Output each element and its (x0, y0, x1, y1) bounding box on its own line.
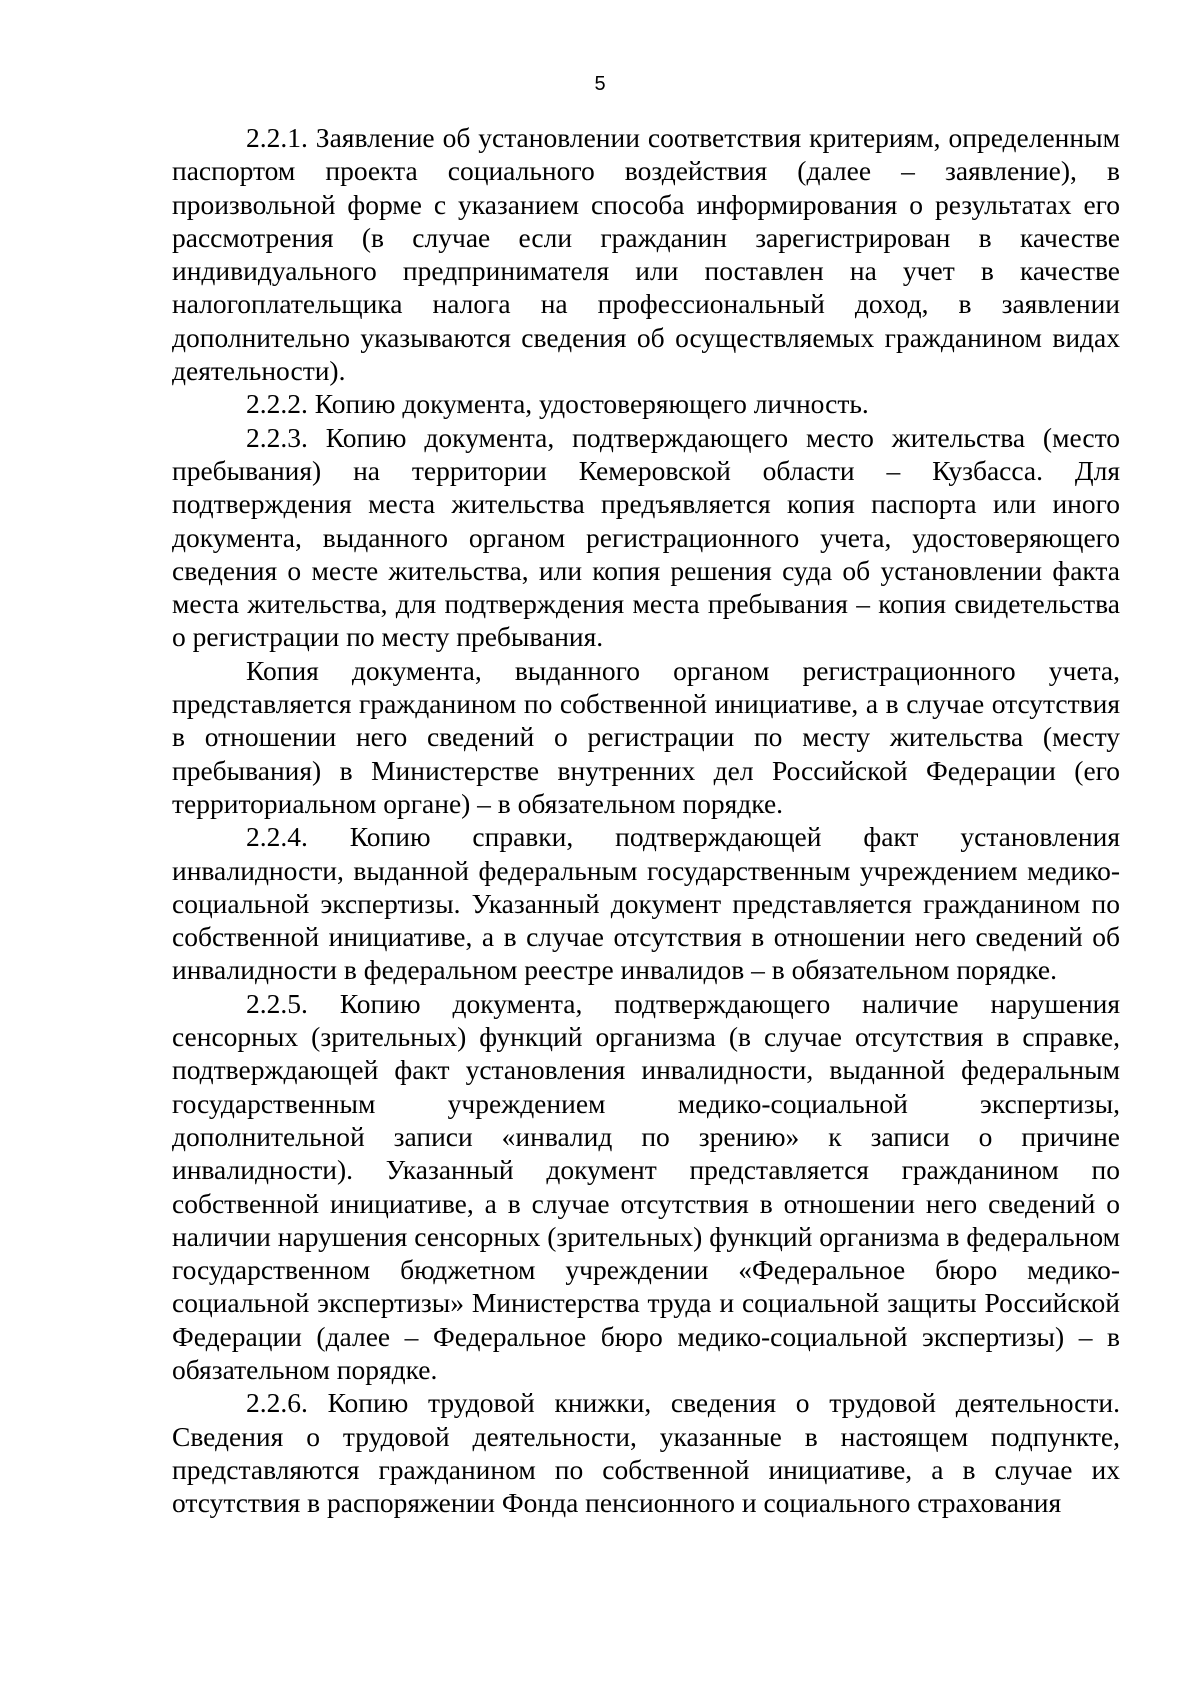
paragraph-2-2-6: 2.2.6. Копию трудовой книжки, сведения о трудовой деятельности. Сведения о трудовой деятельности, указанные в настоящем подпункте, представляются гражданином по собственной инициативе, а в случае их отсутствия в распоряжении Фонда пенсионного и социального страхования (172, 1387, 1120, 1519)
paragraph-2-2-4: 2.2.4. Копию справки, подтверждающей факт установления инвалидности, выданной федеральным государственным учреждением медико-социальной экспертизы. Указанный документ представляется гражданином по собственной инициативе, а в случае отсутствия в отношении него сведений об инвалидности в федеральном реестре инвалидов – в обязательном порядке. (172, 821, 1120, 986)
paragraph-2-2-5: 2.2.5. Копию документа, подтверждающего наличие нарушения сенсорных (зрительных) функций организма (в случае отсутствия в справке, подтверждающей факт установления инвалидности, выданной федеральным государственным учреждением медико-социальной экспертизы, дополнительной записи «инвалид по зрению» к записи о причине инвалидности). Указанный документ представляется гражданином по собственной инициативе, а в случае отсутствия в отношении него сведений о наличии нарушения сенсорных (зрительных) функций организма в федеральном государственном бюджетном учреждении «Федеральное бюро медико-социальной экспертизы» Министерства труда и социальной защиты Российской Федерации (далее – Федеральное бюро медико-социальной экспертизы) – в обязательном порядке. (172, 987, 1120, 1385)
paragraph-2-2-1: 2.2.1. Заявление об установлении соответствия критериям, определенным паспортом проекта социального воздействия (далее – заявление), в произвольной форме с указанием способа информирования о результатах его рассмотрения (в случае если гражданин зарегистрирован в качестве индивидуального предпринимателя или поставлен на учет в качестве налогоплательщика налога на профессиональный доход, в заявлении дополнительно указываются сведения об осуществляемых гражданином видах деятельности). (172, 122, 1120, 387)
paragraph-2-2-3-continuation: Копия документа, выданного органом регистрационного учета, представляется гражданином по собственной инициативе, а в случае отсутствия в отношении него сведений о регистрации по месту жительства (месту пребывания) в Министерстве внутренних дел Российской Федерации (его территориальном органе) – в обязательном порядке. (172, 654, 1120, 819)
page-number: 5 (594, 73, 606, 95)
paragraph-2-2-2: 2.2.2. Копию документа, удостоверяющего личность. (246, 388, 869, 420)
paragraph-2-2-3: 2.2.3. Копию документа, подтверждающего место жительства (место пребывания) на территории Кемеровской области – Кузбасса. Для подтверждения места жительства предъявляется копия паспорта или иного документа, выданного органом регистрационного учета, удостоверяющего сведения о месте жительства, или копия решения суда об установлении факта места жительства, для подтверждения места пребывания – копия свидетельства о регистрации по месту пребывания. (172, 421, 1120, 653)
document-body (172, 121, 1120, 1519)
